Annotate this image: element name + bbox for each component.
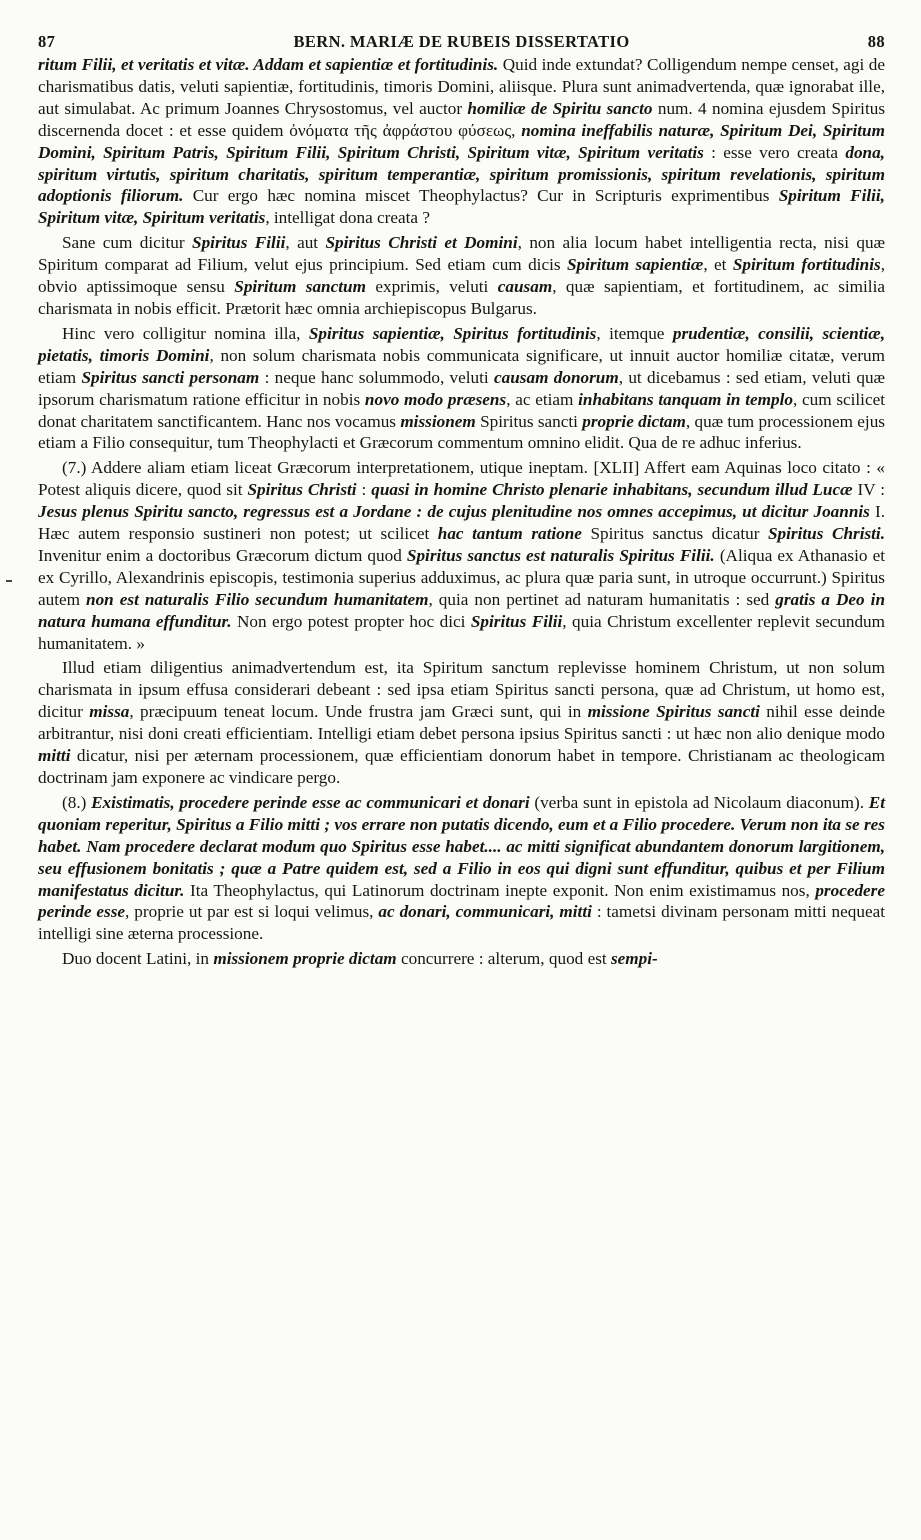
text-run: dicatur, nisi per æternam processionem, quæ efficientiam donorum habet in tempore. Christianam ac theologicam doctrinam jam exponere ac vindicare pergo. xyxy=(38,746,885,787)
italic-run: Spiritum fortitudinis xyxy=(732,255,881,275)
text-run: (8.) xyxy=(62,792,92,812)
text-run: Illud etiam diligentius animadvertendum est, ita Spiritum sanctum replevisse hominem Christum, ut non solum charismata in ipsum effusa considerari debeant : sed ipsa etiam Spiritus sancti persona, quæ ad Christum, ut homo est, dicitur xyxy=(38,658,885,722)
paragraph xyxy=(38,232,885,320)
paragraph xyxy=(38,323,885,454)
text-run: Spiritus sancti xyxy=(475,411,583,431)
text-run: (7.) Addere aliam etiam liceat Græcorum interpretationem, utique ineptam. [XLII] Affert eam Aquinas loco citato : « Potest aliquis dicere, quod sit xyxy=(38,458,885,500)
text-run: , non alia locum habet intelligentia recta, nisi quæ Spiritum comparat ad Filium, velut ejus principium. Sed etiam cum dicis xyxy=(38,233,886,275)
italic-run: Spiritus Filii xyxy=(192,233,286,253)
italic-run: Spiritum sapientiæ xyxy=(566,255,704,275)
text-run: , ac etiam xyxy=(506,389,579,409)
text-run: : tametsi divinam personam mitti nequeat intelligi sine æterna processione. xyxy=(38,902,885,944)
italic-run: Spiritus sancti personam xyxy=(81,367,260,387)
page-number-right: 88 xyxy=(867,32,885,51)
text-run: I. Hæc autem responsio sustineri non potest; ut scilicet xyxy=(38,502,885,544)
running-header xyxy=(38,32,885,52)
text-run: Spiritus sanctus dicatur xyxy=(581,524,768,544)
italic-run: Spiritum Filii, Spiritum vitæ, Spiritum veritatis xyxy=(38,186,885,228)
text-run: (Aliqua ex Athanasio et ex Cyrillo, Alexandrinis episcopis, testimonia superius adduximus, ac plura quæ paria sunt, in utroque occurrunt.) Spiritus autem xyxy=(38,545,885,609)
italic-run: Jesus plenus Spiritu sancto, regressus est a Jordane : de cujus plenitudine nos omnes accepimus, ut dicitur Joannis xyxy=(38,502,870,522)
italic-run: missa xyxy=(89,702,130,722)
italic-run: missione Spiritus sancti xyxy=(587,702,760,722)
paragraph xyxy=(38,54,885,229)
text-run: , obvio aptissimoque sensu xyxy=(38,255,885,297)
italic-run: nomina ineffabilis naturæ, Spiritum Dei, Spiritum Domini, Spiritum Patris, Spiritum Filii, Spiritum Christi, Spiritum vitæ, Spiritum veritatis xyxy=(38,120,885,162)
text-run: , quia Christum excellenter replevit secundum humanitatem. » xyxy=(38,611,886,653)
text-run: , non solum charismata nobis communicata significare, ut innuit auctor homiliæ citatæ, verum etiam xyxy=(38,345,886,387)
italic-run: causam xyxy=(497,277,553,297)
text-run: , quia non pertinet ad naturam humanitatis : sed xyxy=(428,589,776,609)
text-run: Duo docent Latini, in xyxy=(62,949,214,969)
text-run: concurrere : alterum, quod est xyxy=(396,949,611,969)
italic-run: ritum Filii, et veritatis et vitæ. Addam et sapientiæ et fortitudinis. xyxy=(38,55,499,74)
body-text xyxy=(38,54,885,970)
italic-run: proprie dictam xyxy=(582,411,686,431)
italic-run: Et quoniam reperitur, Spiritus a Filio mitti ; vos errare non putatis dicendo, eum et a Filio procedere. Verum non ita se res habet. Nam procedere declarat modum quo Spiritus esse habet.... ac mitti significat abundantem donorum largitionem, seu effusionem bonitatis ; quæ a Patre quidem est, sed a Filio in eos qui digni sunt effunditur, quibus et per Filium manifestatus dicitur. xyxy=(38,792,885,900)
italic-run: gratis a Deo in natura humana effunditur. xyxy=(38,589,886,631)
italic-run: Spiritus sapientiæ, Spiritus fortitudinis xyxy=(308,323,597,343)
text-run: Sane cum dicitur xyxy=(62,233,193,253)
italic-run: missionem xyxy=(400,411,476,431)
text-run: Invenitur enim a doctoribus Græcorum dictum quod xyxy=(38,545,407,565)
text-run: (verba sunt in epistola ad Nicolaum diaconum). xyxy=(529,792,869,812)
italic-run: missionem proprie dictam xyxy=(213,949,397,969)
header-title: BERN. MARIÆ DE RUBEIS DISSERTATIO xyxy=(293,32,630,51)
italic-run: non est naturalis Filio secundum humanitatem xyxy=(86,589,429,609)
paragraph xyxy=(38,948,885,970)
italic-run: Spiritus Christi xyxy=(247,480,357,500)
text-run: num. 4 nomina ejusdem Spiritus discernenda docet : et esse quidem ὀνόματα τῆς ἀφράστου φύσεως, xyxy=(38,98,886,140)
text-run: : neque hanc solummodo, veluti xyxy=(259,367,495,387)
italic-run: quasi in homine Christo plenarie inhabitans, secundum illud Lucæ xyxy=(371,480,853,500)
italic-run: ac donari, communicari, mitti xyxy=(378,902,592,922)
text-run: , cum scilicet donat charitatem sanctificantem. Hanc nos vocamus xyxy=(38,389,885,431)
text-run: , quæ tum processionem ejus etiam a Filio consequitur, tum Theophylacti et Græcorum commentum omnino elidit. Qua de re adhuc inferius. xyxy=(38,411,885,453)
italic-run: causam donorum xyxy=(494,367,619,387)
italic-run: homiliæ de Spiritu sancto xyxy=(467,98,653,118)
italic-run: Existimatis, procedere perinde esse ac communicari et donari xyxy=(91,792,530,812)
text-run: Hinc vero colligitur nomina illa, xyxy=(62,323,309,343)
text-run: : esse vero creata xyxy=(703,142,846,162)
text-run: , intelligat dona creata ? xyxy=(265,208,430,228)
italic-run: hac tantum ratione xyxy=(437,524,582,544)
text-run: , quæ sapientiam, et fortitudinem, ac similia charismata in nobis efficit. Prætorit hæc omnia archiepiscopus Bulgarus. xyxy=(38,277,885,318)
text-run: nihil esse deinde arbitrantur, nisi doni creati efficientiam. Intelligi etiam debet persona ipsius Spiritus sancti : ut hæc non alio denique modo xyxy=(38,702,886,744)
italic-run: procedere perinde esse xyxy=(38,880,885,922)
text-run: , proprie ut par est si loqui velimus, xyxy=(125,902,379,922)
text-run: Ita Theophylactus, qui Latinorum doctrinam inepte exponit. Non enim existimamus nos, xyxy=(184,880,816,900)
text-run: exprimis, veluti xyxy=(365,277,498,297)
italic-run: prudentiæ, consilii, scientiæ, pietatis, timoris Domini xyxy=(38,323,886,365)
italic-run: Spiritus Christi. xyxy=(768,524,885,544)
italic-run: dona, spiritum virtutis, spiritum charitatis, spiritum temperantiæ, spiritum promissionis, spiritum revelationis, spiritum adoptionis filiorum. xyxy=(38,142,885,206)
margin-mark xyxy=(6,580,12,582)
text-run: Cur ergo hæc nomina miscet Theophylactus? Cur in Scripturis exprimentibus xyxy=(183,186,779,206)
text-run: , et xyxy=(703,255,733,275)
italic-run: Spiritus sanctus est naturalis Spiritus Filii. xyxy=(406,545,715,565)
italic-run: inhabitans tanquam in templo xyxy=(578,389,793,409)
italic-run: sempi- xyxy=(610,949,658,969)
italic-run: Spiritus Christi et Domini xyxy=(325,233,518,253)
text-run: , præcipuum teneat locum. Unde frustra jam Græci sunt, qui in xyxy=(129,702,588,722)
text-run: , ut dicebamus : sed etiam, veluti quæ ipsorum charismatum ratione efficitur in nobis xyxy=(38,367,886,409)
page-number-left: 87 xyxy=(38,32,56,51)
italic-run: novo modo præsens xyxy=(364,389,507,409)
italic-run: mitti xyxy=(38,746,71,766)
paragraph xyxy=(38,457,885,654)
paragraph xyxy=(38,657,885,788)
text-run: IV : xyxy=(852,480,886,500)
italic-run: Spiritum sanctum xyxy=(234,277,366,297)
text-run: , itemque xyxy=(596,323,673,343)
text-run: : xyxy=(356,480,372,500)
text-run: Non ergo potest propter hoc dici xyxy=(231,611,471,631)
text-run: Quid inde extundat? Colligendum nempe censet, agi de charismatibus datis, veluti sapientiæ, fortitudinis, timoris Domini, aliisque. Plura sunt animadvertenda, quæ ignorabat ille, aut simulabat. Ac primum Joannes Chrysostomus, vel auctor xyxy=(38,55,885,118)
text-run: , aut xyxy=(285,233,326,253)
paragraph xyxy=(38,792,885,945)
italic-run: Spiritus Filii xyxy=(470,611,563,631)
